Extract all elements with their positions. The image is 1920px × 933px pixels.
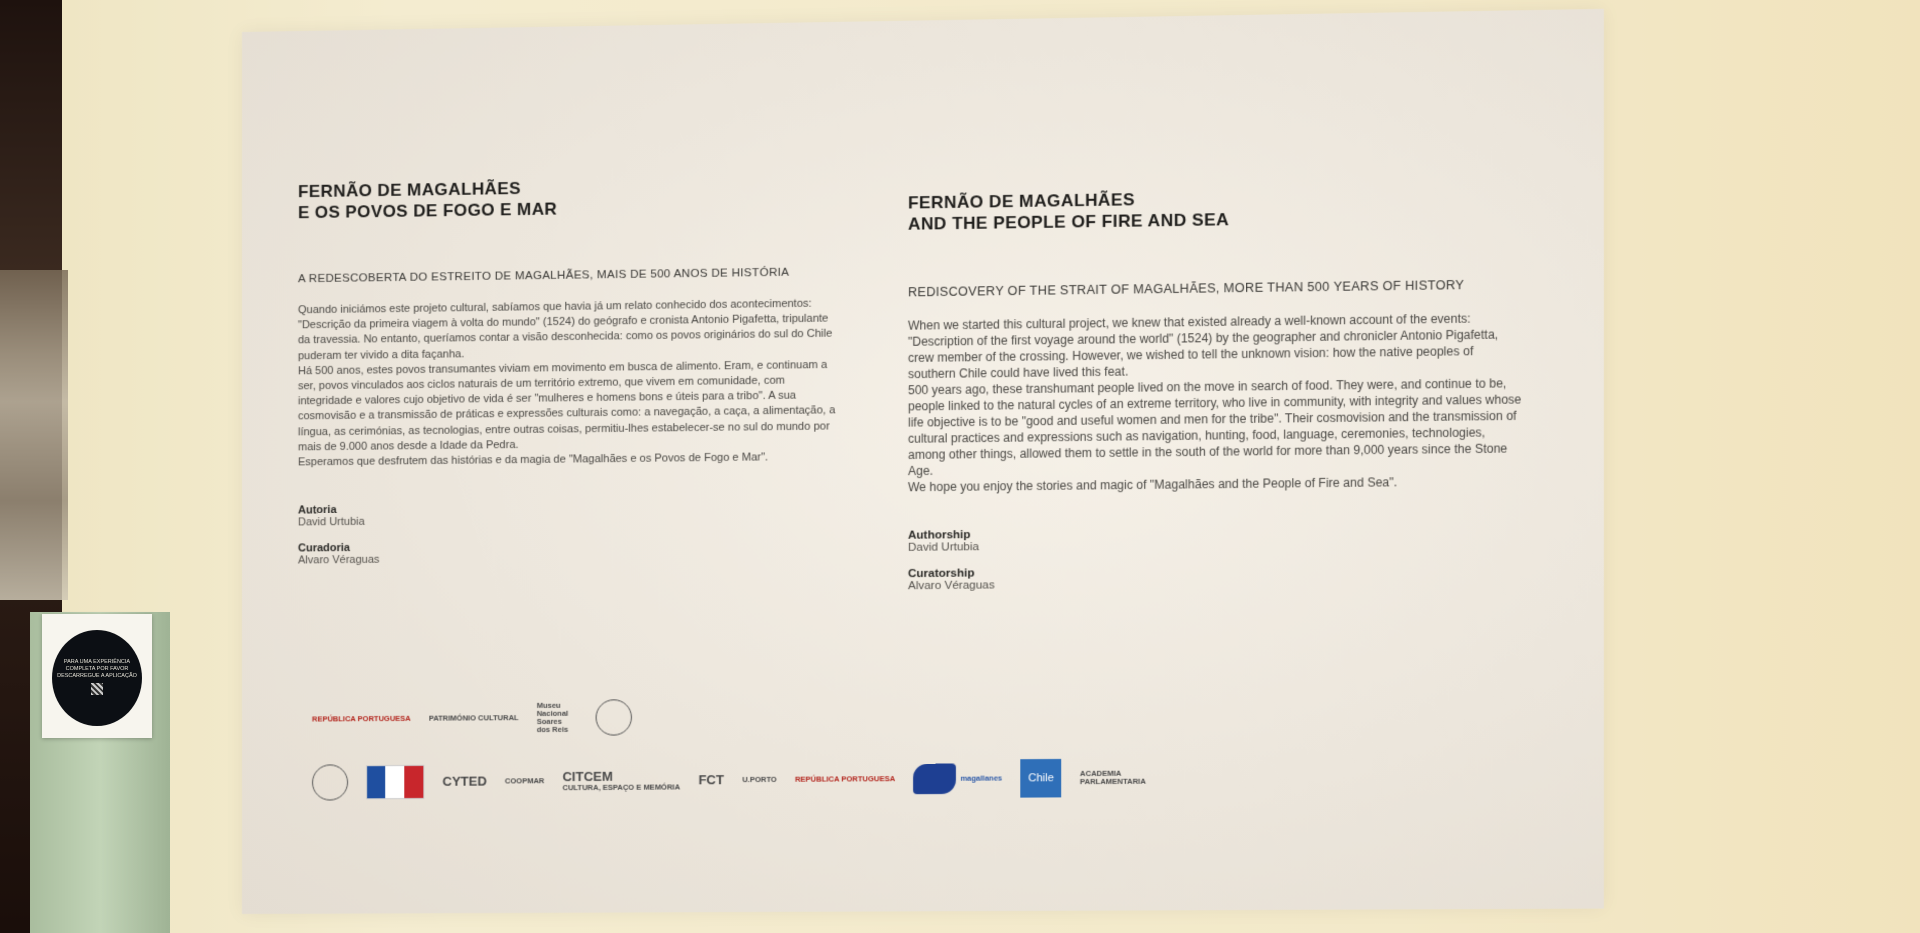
logo-seal-icon <box>595 699 631 735</box>
logo-crest-icon <box>312 764 348 800</box>
pt-subtitle: A REDESCOBERTA DO ESTREITO DE MAGALHÃES, MAIS DE 500 ANOS DE HISTÓRIA <box>298 266 790 286</box>
pt-curatorship-name: Alvaro Véraguas <box>298 553 380 567</box>
logo-museu-soares-dos-reis: Museu Nacional Soares dos Reis <box>536 700 569 735</box>
logo-coopmar: COOPMAR <box>504 776 545 786</box>
pt-title: FERNÃO DE MAGALHÃES E OS POVOS DE FOGO E MAR <box>298 178 558 223</box>
en-body <box>908 310 1525 496</box>
en-paragraph: 500 years ago, these transhumant people lived on the move in search of food. They were, and continue to be, people linked to the natural cycles of an extreme territory, who live in community, with integrity and values whose life objective is to be "good and useful women and men for the tribe". Their cosmovision and the transmission of cultural practices and expressions such as navigation, hunting, food, language, ceremonies, technologies, among other things, allowed them to settle in the south of the world for more than 9,000 years since the Stone Age. <box>908 376 1522 479</box>
logo-cyted: CYTED <box>442 773 487 789</box>
qr-code-icon <box>91 683 103 695</box>
en-curatorship-name: Alvaro Véraguas <box>908 579 995 593</box>
logo-fct: FCT <box>698 772 724 788</box>
pt-paragraph: Há 500 anos, estes povos transumantes viviam em movimento em busca de alimento. Eram, e continuam a ser, povos vinculados aos ciclos naturais de um território extremo, que vivem em comunidade, com integridade e valores cujo objetivo de vida é ser "mulheres e homens bons e úteis para a tribo". A sua cosmovisão e a transmissão de práticas e expressões culturais como: a navegação, a caça, a alimentação, a língua, as cerimónias, as tecnologias, entre outras coisas, permitiu-lhes estabelecer-se no sul do mundo por mais de 9.000 anos desde a Idade da Pedra. <box>298 358 836 454</box>
pt-authorship-name: David Urtubia <box>298 516 365 529</box>
pt-authorship-label: Autoria <box>298 504 337 517</box>
en-paragraph: We hope you enjoy the stories and magic of "Magalhães and the People of Fire and Sea". <box>908 475 1398 495</box>
exhibition-panel <box>242 9 1604 914</box>
en-subtitle: REDISCOVERY OF THE STRAIT OF MAGALHÃES, MORE THAN 500 YEARS OF HISTORY <box>908 277 1465 300</box>
en-authorship-label: Authorship <box>908 529 971 542</box>
pt-paragraph: Quando iniciámos este projeto cultural, sabíamos que havia já um relato conhecido dos acontecimentos: "Descrição da primeira viagem à volta do mundo" (1524) do geógrafo e cronista Antonio Pigafetta, tripulante da travessia. No entanto, queríamos contar a visão desconhecida: como os povos originários do sul do Chile puderam ter vivido a dita façanha. <box>298 297 833 362</box>
en-paragraph: When we started this cultural project, we knew that existed already a well-known account of the events: "Description of the first voyage around the world" (1524) by the geographer and chronicler Antonio Pigafetta, crew member of the crossing. However, we wished to tell the unknown vision: how the native peoples of southern Chile could have lived this feat. <box>908 311 1499 382</box>
en-curatorship-label: Curatorship <box>908 567 975 581</box>
pt-paragraph: Esperamos que desfrutem das histórias e da magia de "Magalhães e os Povos de Fogo e Mar". <box>298 451 769 469</box>
logo-republica-portuguesa: REPÚBLICA PORTUGUESA <box>312 713 411 724</box>
sponsor-logos-row-1 <box>312 699 632 737</box>
logo-chile: Chile <box>1021 759 1062 798</box>
logo-academia-parlamentaria: ACADEMIA PARLAMENTARIA <box>1079 768 1146 787</box>
app-download-card <box>42 614 152 738</box>
logo-republica-portuguesa-2: REPÚBLICA PORTUGUESA <box>795 774 896 784</box>
en-title: FERNÃO DE MAGALHÃES AND THE PEOPLE OF FIRE AND SEA <box>908 190 1230 234</box>
left-wall-strip <box>0 270 68 600</box>
logo-uporto: U.PORTO <box>742 774 777 785</box>
pt-credits <box>298 499 843 567</box>
pt-curatorship-label: Curadoria <box>298 542 351 555</box>
logo-patrimonio-cultural: PATRIMÓNIO CULTURAL <box>428 713 519 723</box>
pt-body <box>298 296 843 470</box>
app-download-badge: PARA UMA EXPERIÊNCIA COMPLETA POR FAVOR DESCARREGUE A APLICAÇÃO <box>52 630 142 726</box>
english-column <box>908 183 1525 606</box>
sponsor-logos-row-2 <box>312 758 1152 801</box>
en-credits <box>908 524 1525 593</box>
en-authorship-name: David Urtubia <box>908 541 980 554</box>
portuguese-column <box>298 173 843 581</box>
magallanes-icon <box>914 764 957 795</box>
logo-magallanes: magallanes <box>914 763 1003 794</box>
logo-citcem: CITCEM CULTURA, ESPAÇO E MEMÓRIA <box>562 768 681 793</box>
logo-chile-government-icon <box>366 765 424 799</box>
